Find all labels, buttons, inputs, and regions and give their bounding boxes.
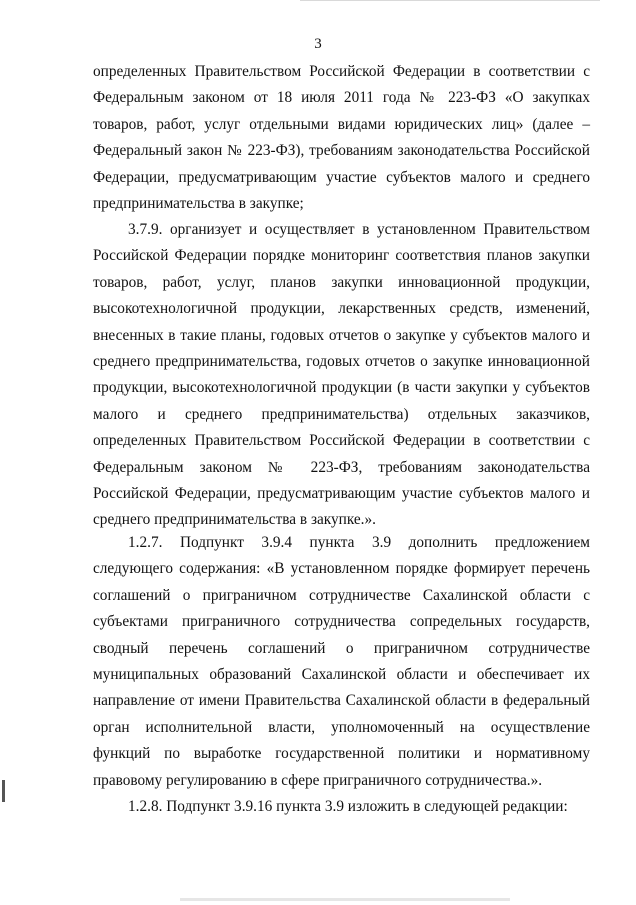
paragraph-1-2-8-block [93,794,590,820]
paragraph-continuation [93,59,590,217]
paragraph-1-2-7: 1.2.7. Подпункт 3.9.4 пункта 3.9 дополнить предложением следующего содержания: «В установленном порядке формирует перечень соглашений о приграничном сотрудничестве Сахалинской области с субъектами приграничного сотрудничества сопредельных государств, сводный перечень соглашений о приграничном сотрудничестве муниципальных образований Сахалинской области и обеспечивает их направление от имени Правительства Сахалинской области в федеральный орган исполнительной власти, уполномоченный на осуществление функций по выработке государственной политики и нормативному правовому регулированию в сфере приграничного сотрудничества.». [93,534,590,789]
paragraph-3-7-9-block [93,217,590,534]
scan-margin-mark [2,780,5,802]
page-number: 3 [314,36,322,52]
scan-bottom-artifact [180,898,510,901]
paragraph-1: определенных Правительством Российской Федерации в соответствии с Федеральным законом от 18 июля 2011 года № 223-ФЗ «О закупках товаров, работ, услуг отдельными видами юридических лиц» (далее – Федеральный закон № 223-ФЗ), требованиям законодательства Российской Федерации, предусматривающим участие субъектов малого и среднего предпринимательства в закупке; [93,63,590,213]
paragraph-1-2-8: 1.2.8. Подпункт 3.9.16 пункта 3.9 изложить в следующей редакции: [128,798,568,815]
paragraph-1-2-7-block [93,530,590,794]
scan-edge-mark [300,0,600,1]
paragraph-3-7-9: 3.7.9. организует и осуществляет в установленном Правительством Российской Федерации порядке мониторинг соответствия планов закупки товаров, работ, услуг, планов закупки инновационной продукции, высокотехнологичной продукции, лекарственных средств, изменений, внесенных в такие планы, годовых отчетов о закупке у субъектов малого и среднего предпринимательства, годовых отчетов о закупке инновационной продукции, высокотехнологичной продукции (в части закупки у субъектов малого и среднего предпринимательства) отдельных заказчиков, определенных Правительством Российской Федерации в соответствии с Федеральным законом № 223-ФЗ, требованиям законодательства Российской Федерации, предусматривающим участие субъектов малого и среднего предпринимательства в закупке.». [93,221,590,529]
